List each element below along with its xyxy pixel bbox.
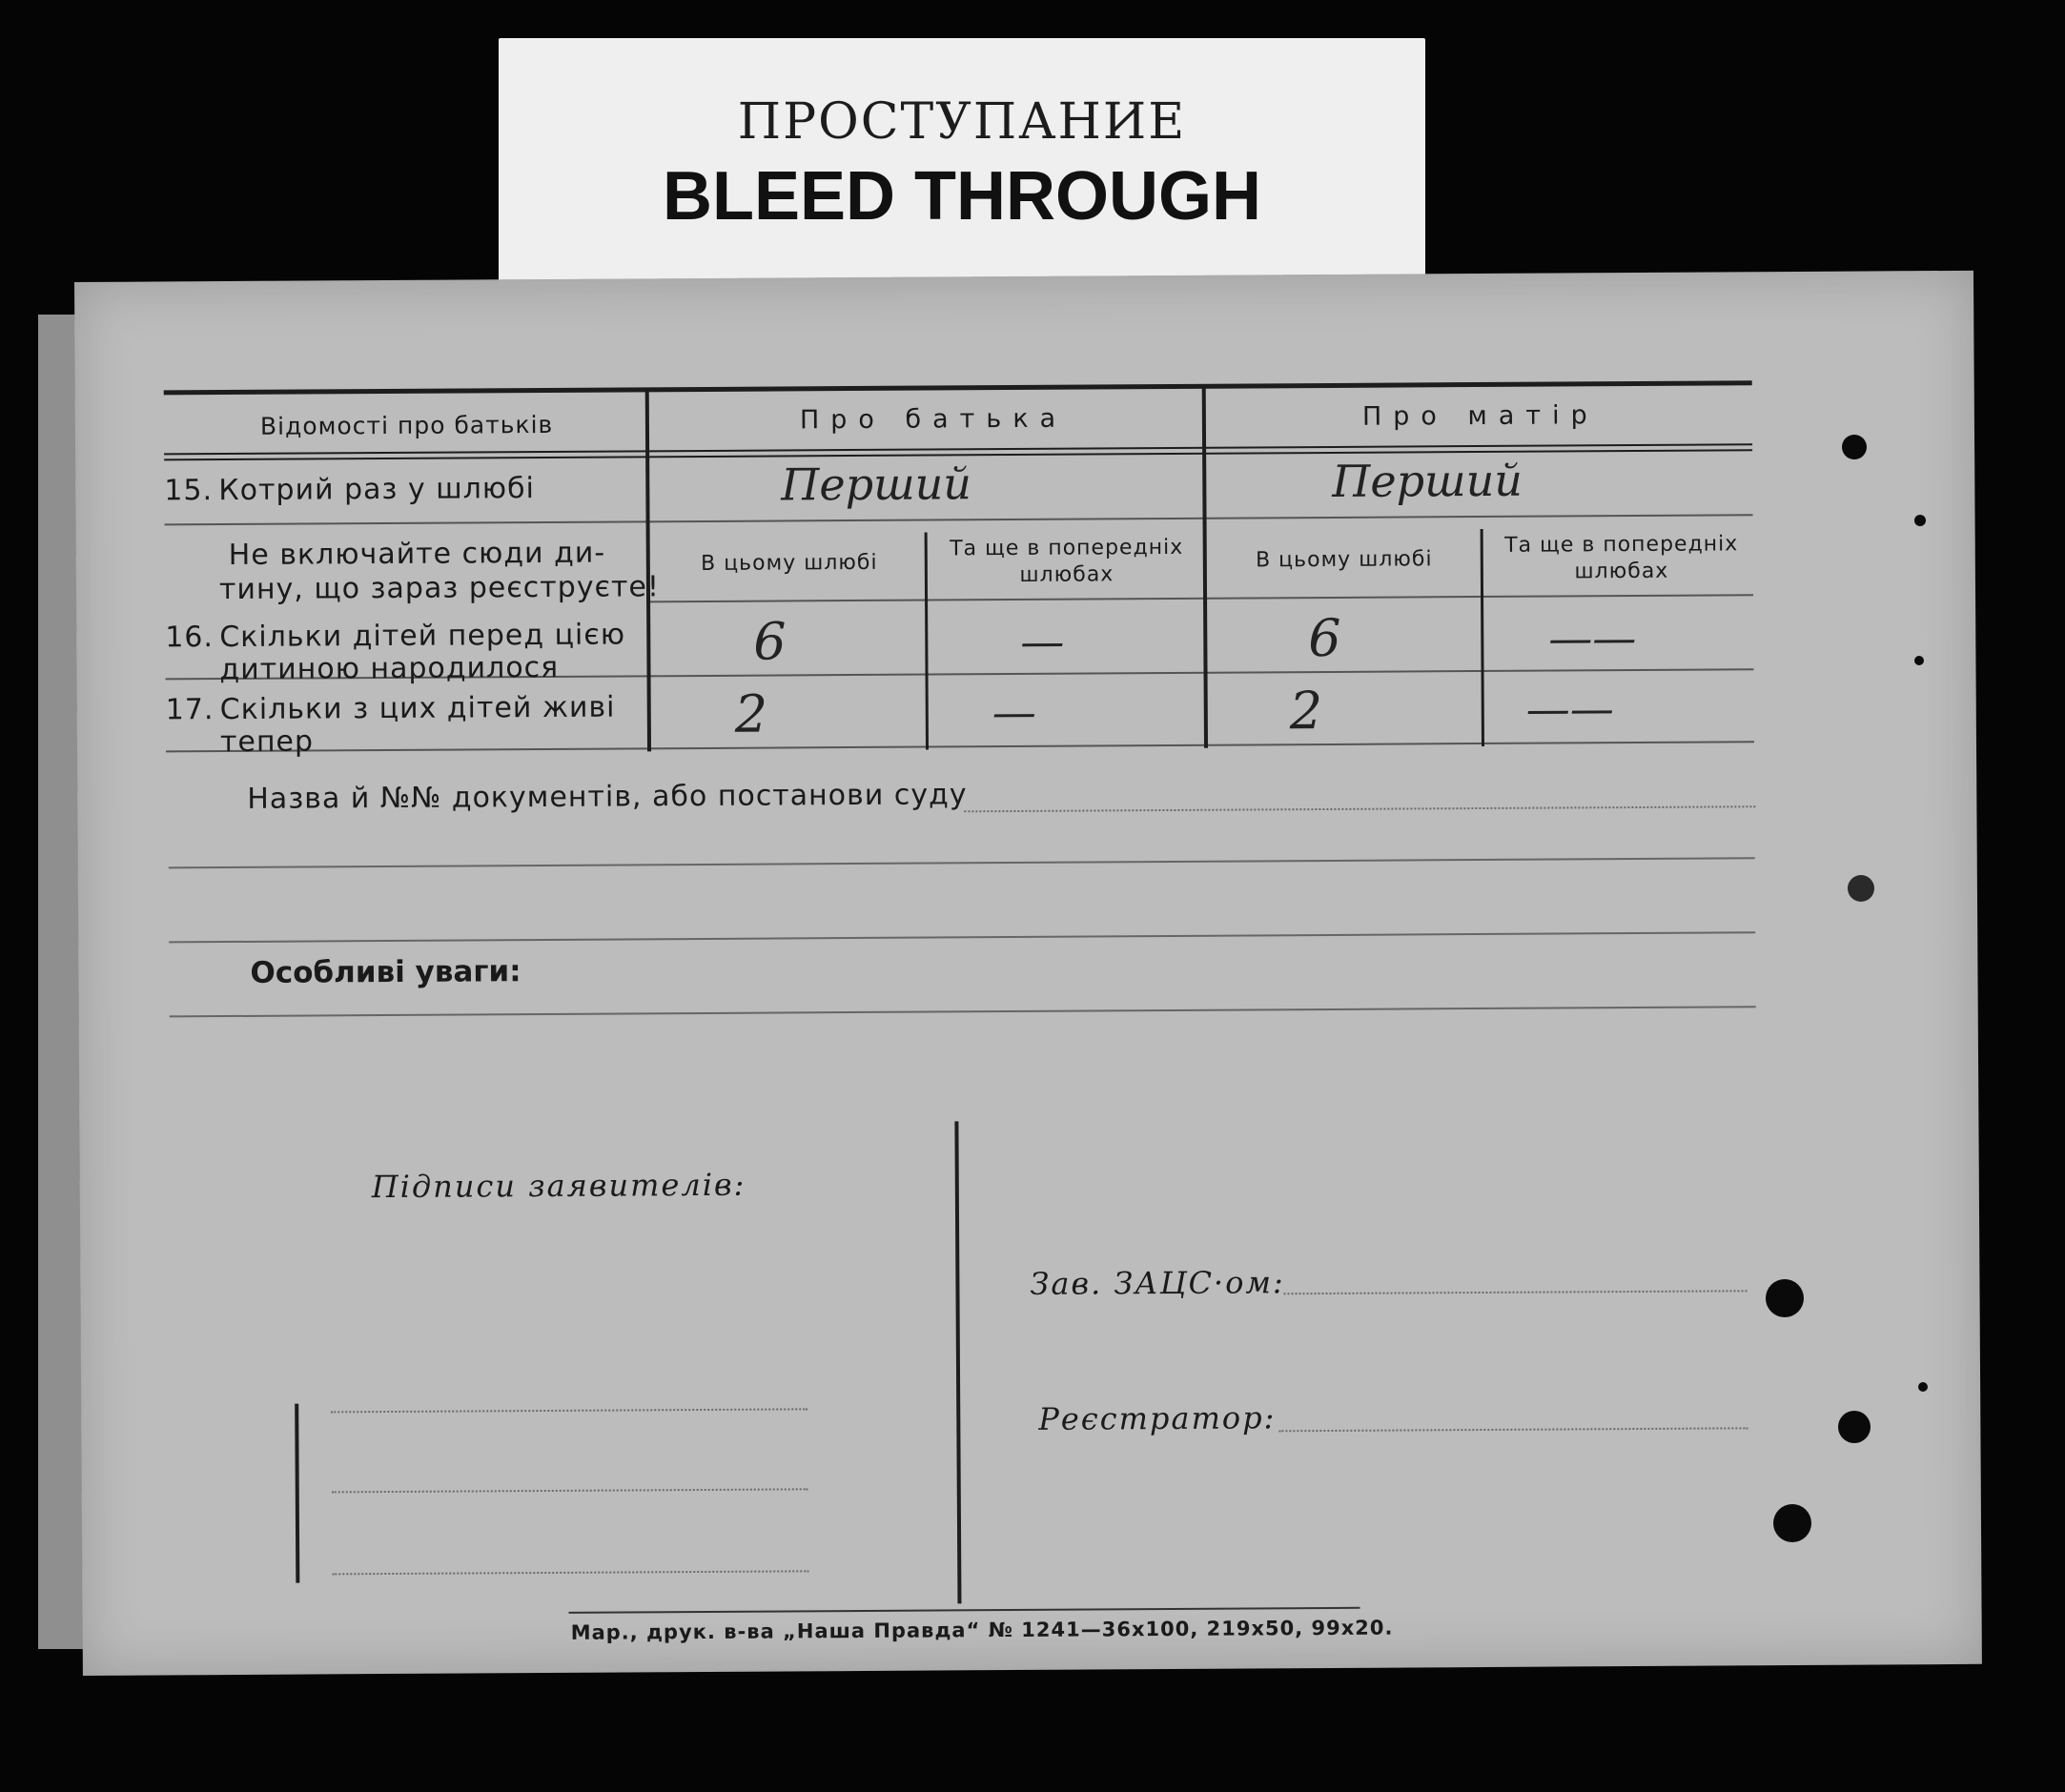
row16-question-line2: дитиною народилося	[219, 650, 560, 687]
label-english: BLEED THROUGH	[663, 158, 1261, 234]
vline-mother-sub	[1481, 529, 1484, 746]
remarks-label: Особливі уваги:	[250, 954, 521, 990]
row16-mother-prev: ——	[1548, 611, 1637, 664]
binding-hole	[1918, 1382, 1928, 1392]
note-line-1: Не включайте сюди ди-	[228, 536, 606, 573]
remarks-line	[170, 1006, 1756, 1017]
row16-mother-this: 6	[1308, 607, 1341, 669]
mother-sub-prev-line2: шлюбах	[1574, 559, 1669, 584]
row17-mother-this: 2	[1289, 681, 1323, 742]
row17-rule	[166, 741, 1754, 752]
printer-imprint: Мар., друк. в-ва „Наша Правда“ № 1241—36х100, 219х50, 99х20.	[570, 1616, 1394, 1644]
row17-question-line1: Скільки з цих дітей живі	[219, 690, 616, 727]
registrar-signature-line	[1278, 1427, 1748, 1432]
header-parents-info: Відомості про батьків	[259, 410, 554, 440]
bleed-through-label-card	[499, 38, 1425, 288]
row17-number: 17.	[165, 693, 215, 727]
row16-father-this: 6	[753, 611, 787, 672]
zags-signature-line	[1284, 1290, 1748, 1294]
table-top-rule	[164, 380, 1752, 395]
row15-question: Котрий раз у шлюбі	[218, 472, 536, 508]
binding-hole	[1914, 656, 1924, 665]
signatures-label: Підписи заявителів:	[371, 1166, 746, 1206]
binding-hole	[1838, 1411, 1871, 1443]
subheader-rule	[646, 594, 1753, 602]
father-sub-prev-line2: шлюбах	[1019, 562, 1114, 587]
father-sub-prev-line1: Та ще в попередніх	[950, 535, 1184, 561]
binding-hole	[1773, 1504, 1811, 1542]
binding-hole	[1842, 435, 1867, 459]
binding-hole	[1848, 875, 1874, 902]
registrar-label: Реєстратор:	[1038, 1399, 1277, 1437]
row15-father-answer: Перший	[781, 458, 972, 511]
row15-mother-answer: Перший	[1332, 454, 1523, 507]
signature-divider	[954, 1121, 961, 1603]
label-russian: ПРОСТУПАНИЕ	[737, 93, 1187, 151]
documents-label: Назва й №№ документів, або постанови суду	[247, 778, 968, 816]
row17-question-line2: тепер	[219, 724, 315, 760]
row17-mother-prev: ——	[1525, 682, 1614, 735]
row17-father-this: 2	[734, 683, 768, 744]
row17-father-prev: —	[992, 685, 1036, 739]
mother-sub-this-marriage: В цьому шлюбі	[1255, 547, 1433, 573]
father-sub-this-marriage: В цьому шлюбі	[700, 550, 878, 576]
documents-dotted-line	[964, 805, 1755, 812]
note-line-2: тину, що зараз реєструєте!	[218, 570, 661, 607]
binding-hole	[1766, 1279, 1804, 1317]
row15-rule	[165, 514, 1753, 525]
form-sheet	[74, 271, 1982, 1676]
row15-number: 15.	[164, 474, 214, 508]
documents-line-2	[169, 857, 1755, 868]
signature-bracket	[295, 1404, 299, 1583]
documents-line-3	[169, 931, 1755, 943]
signature-line-3	[332, 1570, 808, 1575]
signature-line-1	[331, 1408, 808, 1413]
zags-head-label: Зав. ЗАЦС·ом:	[1030, 1264, 1285, 1302]
mother-sub-prev-line1: Та ще в попередніх	[1504, 532, 1739, 558]
row16-father-prev: —	[1020, 615, 1065, 667]
row16-question-line1: Скільки дітей перед цією	[219, 618, 626, 655]
footer-rule	[569, 1607, 1360, 1614]
header-mother: Про матір	[1361, 400, 1599, 432]
vline-father-sub	[925, 533, 929, 750]
row16-number: 16.	[165, 621, 215, 655]
binding-hole	[1914, 515, 1926, 526]
signature-line-2	[332, 1488, 808, 1493]
header-father: Про батька	[799, 403, 1068, 436]
